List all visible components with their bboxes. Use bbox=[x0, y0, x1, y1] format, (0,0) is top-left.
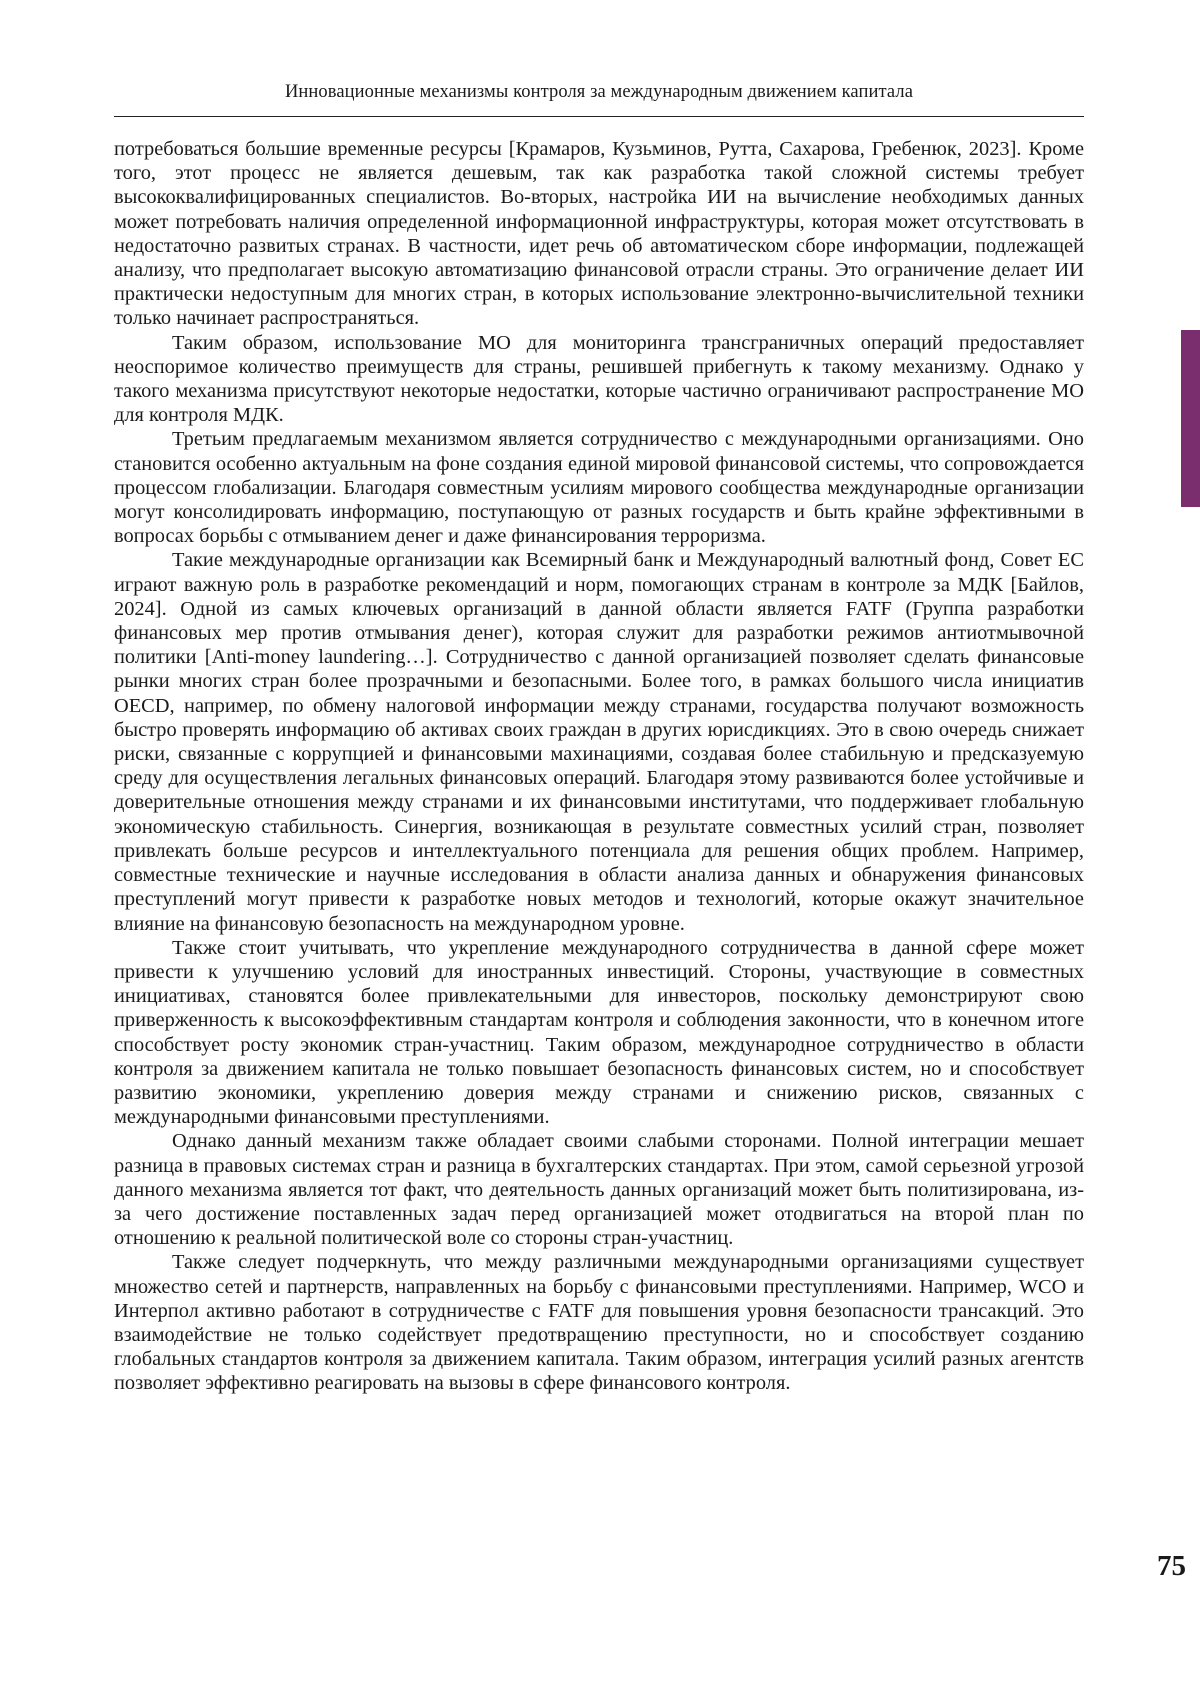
paragraph-3: Третьим предлагаемым механизмом является сотрудничество с международными организациями. Оно становится особенно актуальным на фоне создания единой мировой финансовой системы, что сопровождается процессом глобализации. Благодаря совместным усилиям мирового сообщества международные организации могут консолидировать информацию, поступающую от разных государств и быть крайне эффективными в вопросах борьбы с отмыванием денег и даже финансирования терроризма. bbox=[114, 427, 1084, 548]
header-divider bbox=[114, 116, 1084, 117]
paragraph-1: потребоваться большие временные ресурсы [Крамаров, Кузьминов, Рутта, Сахарова, Гребенюк, 2023]. Кроме того, этот процесс не является дешевым, так как разработка такой сложной системы требует высококвалифицированных специалистов. Во-вторых, настройка ИИ на вычисление необходимых данных может потребовать наличия определенной информационной инфраструктуры, которая может отсутствовать в недостаточно развитых странах. В частности, идет речь об автоматическом сборе информации, подлежащей анализу, что предполагает высокую автоматизацию финансовой отрасли страны. Это ограничение делает ИИ практически недоступным для многих стран, в которых использование электронно-вычислительной техники только начинает распространяться. bbox=[114, 137, 1084, 331]
paragraph-4: Такие международные организации как Всемирный банк и Международный валютный фонд, Совет ЕС играют важную роль в разработке рекомендаций и норм, помогающих странам в контроле за МДК [Байлов, 2024]. Одной из самых ключевых организаций в данной области является FATF (Группа разработки финансовых мер против отмывания денег), которая служит для разработки режимов антиотмывочной политики [Anti-money laundering…]. Сотрудничество с данной организацией позволяет сделать финансовые рынки многих стран более прозрачными и безопасными. Более того, в рамках большого числа инициатив OECD, например, по обмену налоговой информации между странами, государства получают возможность быстро проверять информацию об активах своих граждан в других юрисдикциях. Это в свою очередь снижает риски, связанные с коррупцией и финансовыми махинациями, создавая более стабильную и предсказуемую среду для осуществления легальных финансовых операций. Благодаря этому развиваются более устойчивые и доверительные отношения между странами и их финансовыми институтами, что поддерживает глобальную экономическую стабильность. Синергия, возникающая в результате совместных усилий стран, позволяет привлекать больше ресурсов и интеллектуального потенциала для решения общих проблем. Например, совместные технические и научные исследования в области анализа данных и обнаружения финансовых преступлений могут привести к разработке новых методов и технологий, которые окажут значительное влияние на финансовую безопасность на международном уровне. bbox=[114, 548, 1084, 935]
page-number: 75 bbox=[1124, 1550, 1186, 1582]
chapter-side-tab bbox=[1181, 330, 1200, 507]
paragraph-5: Также стоит учитывать, что укрепление международного сотрудничества в данной сфере может привести к улучшению условий для иностранных инвестиций. Стороны, участвующие в совместных инициативах, становятся более привлекательными для инвесторов, поскольку демонстрируют свою приверженность к высокоэффективным стандартам контроля и соблюдения законности, что в конечном итоге способствует росту экономик стран-участниц. Таким образом, международное сотрудничество в области контроля за движением капитала не только повышает безопасность финансовых систем, но и способствует развитию экономики, укреплению доверия между странами и снижению рисков, связанных с международными финансовыми преступлениями. bbox=[114, 936, 1084, 1130]
paragraph-6: Однако данный механизм также обладает своими слабыми сторонами. Полной интеграции мешает разница в правовых системах стран и разница в бухгалтерских стандартах. При этом, самой серьезной угрозой данного механизма является тот факт, что деятельность данных организаций может быть политизирована, из-за чего достижение поставленных задач перед организацией может отодвигаться на второй план по отношению к реальной политической воле со стороны стран-участниц. bbox=[114, 1129, 1084, 1250]
running-header-title: Инновационные механизмы контроля за международным движением капитала bbox=[114, 80, 1084, 104]
paragraph-7: Также следует подчеркнуть, что между различными международными организациями существует множество сетей и партнерств, направленных на борьбу с финансовыми преступлениями. Например, WCO и Интерпол активно работают в сотрудничестве с FATF для повышения уровня безопасности трансакций. Это взаимодействие не только содействует предотвращению преступности, но и способствует созданию глобальных стандартов контроля за движением капитала. Таким образом, интеграция усилий разных агентств позволяет эффективно реагировать на вызовы в сфере финансового контроля. bbox=[114, 1250, 1084, 1395]
paragraph-2: Таким образом, использование МО для мониторинга трансграничных операций предоставляет неоспоримое количество преимуществ для страны, решившей прибегнуть к такому механизму. Однако у такого механизма присутствуют некоторые недостатки, которые частично ограничивают распространение МО для контроля МДК. bbox=[114, 331, 1084, 428]
article-body bbox=[114, 137, 1084, 1396]
